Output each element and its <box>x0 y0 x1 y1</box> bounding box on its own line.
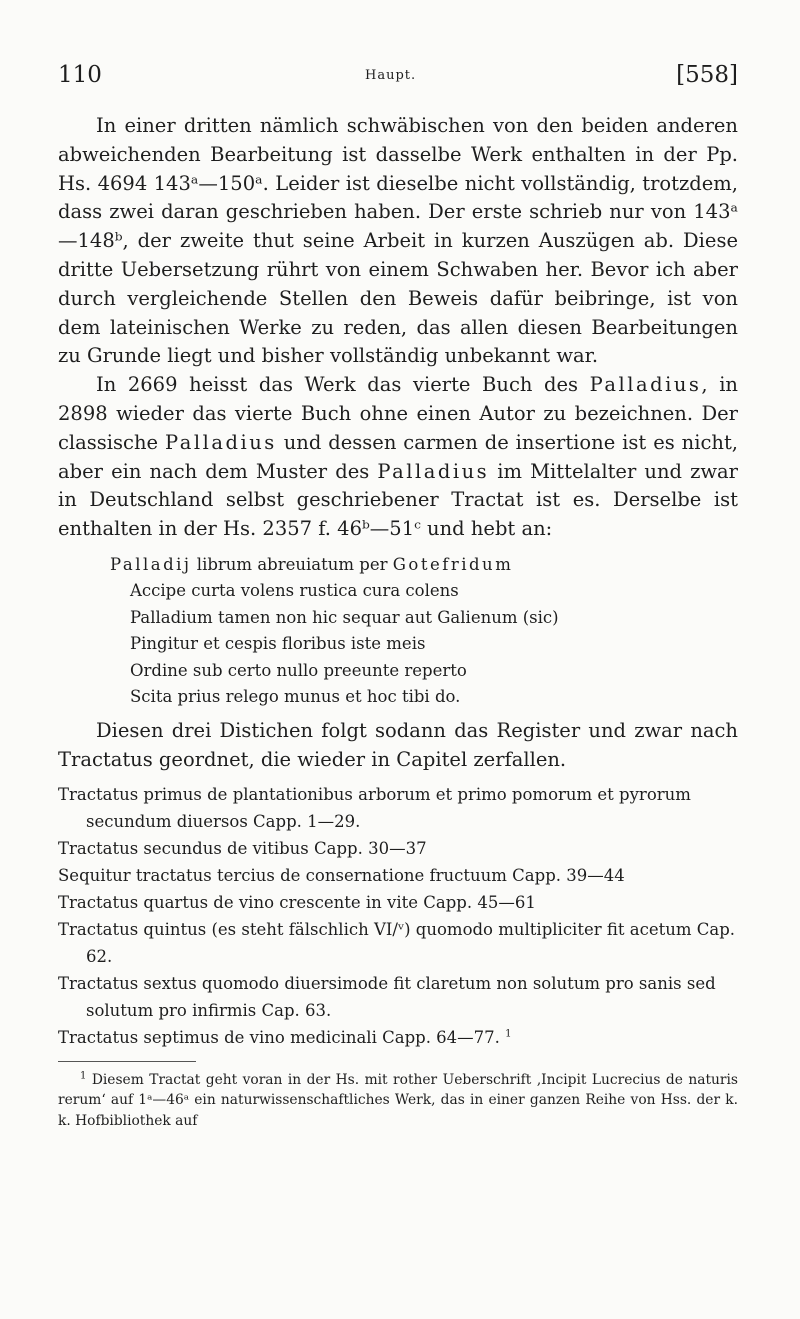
paragraph-2-part-c: , in 2898 wieder das vierte Buch ohne einen Autor zu bezeichnen. Der classische <box>58 373 738 454</box>
author-name-palladius: Palladius <box>377 459 490 483</box>
footnote-marker: 1 <box>505 1028 512 1040</box>
tractatus-entry-text: Tractatus septimus de vino medicinali Capp. 64—77. <box>58 1027 500 1047</box>
poem-line: Ordine sub certo nullo preeunte reperto <box>130 660 467 680</box>
paragraph-1: In einer dritten nämlich schwäbischen von den beiden anderen abweichenden Bearbeitung ist dasselbe Werk enthalten in der Pp. Hs. 4694 143ᵃ—150ᵃ. Leider ist dieselbe nicht vollständig, trotzdem, dass zwei daran geschrieben haben. Der erste schrieb nur von 143ᵃ—148ᵇ, der zweite thut seine Arbeit in kurzen Auszügen ab. Diese dritte Uebersetzung rührt von einem Schwaben her. Bevor ich aber durch vergleichende Stellen den Beweis dafür beibringe, ist von dem lateinischen Werke zu reden, das allen diesen Bearbeitungen zu Grunde liegt und bisher vollständig unbekannt war. <box>58 114 738 368</box>
tractatus-entry: Tractatus primus de plantationibus arborum et primo pomorum et pyrorum secundum diuersos Capp. 1—29. <box>58 784 691 831</box>
page-number: 110 <box>58 62 102 88</box>
incipit-gotefridum: Gotefridum <box>392 554 514 574</box>
tractatus-entry: Tractatus quintus (es steht fälschlich VI/ᵛ) quomodo multipliciter fit acetum Cap. 62. <box>58 919 735 966</box>
page-header <box>58 62 738 96</box>
footnote <box>58 1070 738 1132</box>
author-name-palladius: Palladius <box>165 430 277 454</box>
incipit-middle: librum abreuiatum per <box>191 554 393 574</box>
poem-line: Pingitur et cespis floribus iste meis <box>130 634 426 654</box>
tractatus-entry: Tractatus quartus de vino crescente in vite Capp. 45—61 <box>58 892 536 912</box>
tractatus-entry: Tractatus sextus quomodo diuersimode fit claretum non solutum pro sanis sed solutum pro infirmis Cap. 63. <box>58 973 716 1020</box>
paragraph-2-part-e: und dessen carmen de insertione ist es nicht, aber ein nach dem Muster des <box>58 430 738 483</box>
author-name-palladius: Palladius <box>589 373 702 397</box>
paragraph-2 <box>58 371 738 544</box>
page-reference: [558] <box>676 62 738 88</box>
page-body <box>58 112 738 1131</box>
poem-incipit <box>110 552 738 579</box>
tractatus-register <box>58 781 738 1051</box>
paragraph-2-part-a: In 2669 heisst das Werk das vierte Buch des <box>96 373 590 397</box>
footnote-rule <box>58 1061 196 1062</box>
paragraph-2-part-g: im Mittelalter und zwar in Deutschland selbst geschriebener Tractat ist es. Derselbe ist enthalten in der Hs. 2357 f. 46ᵇ—51ᶜ und hebt an: <box>58 459 739 541</box>
incipit-palladij: Palladij <box>110 554 192 574</box>
tractatus-entry: Tractatus secundus de vitibus Capp. 30—37 <box>58 838 427 858</box>
poem-quotation <box>110 552 738 711</box>
poem-line: Scita prius relego munus et hoc tibi do. <box>130 687 461 707</box>
footnote-text: Diesem Tractat geht voran in der Hs. mit rother Ueberschrift ‚Incipit Lucrecius de naturis rerum‘ auf 1ᵃ—46ᵃ ein naturwissenschaftliches Werk, das in einer ganzen Reihe von Hss. der k. k. Hofbibliothek auf <box>58 1071 738 1129</box>
poem-line: Palladium tamen non hic sequar aut Galienum (sic) <box>130 607 559 627</box>
paragraph-3: Diesen drei Distichen folgt sodann das Register und zwar nach Tractatus geordnet, die wieder in Capitel zerfallen. <box>58 718 738 771</box>
poem-line: Accipe curta volens rustica cura colens <box>130 581 459 601</box>
tractatus-entry <box>58 1024 738 1051</box>
footnote-number: 1 <box>80 1069 87 1081</box>
running-head: Haupt. <box>365 68 417 83</box>
tractatus-entry: Sequitur tractatus tercius de consernatione fructuum Capp. 39—44 <box>58 865 625 885</box>
